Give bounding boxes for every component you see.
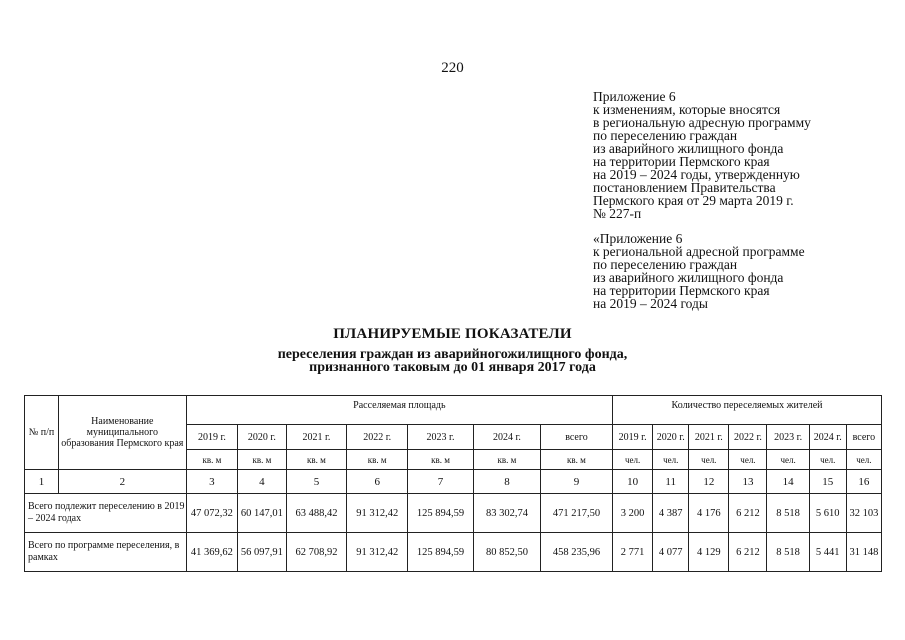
area-value-cell: 125 894,59 <box>408 533 474 572</box>
area-value-cell: 471 217,50 <box>540 494 612 533</box>
table-row <box>25 494 882 533</box>
column-number: 14 <box>767 470 809 494</box>
residents-value-cell: 2 771 <box>613 533 653 572</box>
area-unit-label: кв. м <box>408 450 474 470</box>
appendix-line: Приложение 6 <box>593 89 676 104</box>
area-year-header: 2023 г. <box>408 425 474 450</box>
area-unit-label: кв. м <box>347 450 408 470</box>
residents-value-cell: 6 212 <box>729 494 767 533</box>
residents-unit-label: чел. <box>653 450 689 470</box>
area-year-header: 2024 г. <box>473 425 540 450</box>
appendix-line: на 2019 – 2024 годы, утвержденную <box>593 167 800 182</box>
area-value-cell: 91 312,42 <box>347 494 408 533</box>
row-municipality-name: Всего подлежит переселению в 2019 – 2024 годах <box>25 494 187 533</box>
appendix-line: из аварийного жилищного фонда <box>593 270 784 285</box>
area-value-cell: 63 488,42 <box>286 494 347 533</box>
page-number: 220 <box>441 60 464 76</box>
column-number: 16 <box>846 470 881 494</box>
appendix-line: на 2019 – 2024 годы <box>593 296 708 311</box>
residents-year-header: 2021 г. <box>689 425 729 450</box>
residents-value-cell: 32 103 <box>846 494 881 533</box>
document-title: ПЛАНИРУЕМЫЕ ПОКАЗАТЕЛИ <box>333 326 572 342</box>
column-number: 2 <box>58 470 186 494</box>
column-number: 6 <box>347 470 408 494</box>
residents-value-cell: 5 610 <box>809 494 846 533</box>
column-number: 3 <box>186 470 237 494</box>
residents-total-header: всего <box>846 425 881 450</box>
area-value-cell: 83 302,74 <box>473 494 540 533</box>
residents-value-cell: 3 200 <box>613 494 653 533</box>
appendix-line: Пермского края от 29 марта 2019 г. <box>593 193 794 208</box>
residents-year-header: 2024 г. <box>809 425 846 450</box>
indicators-table <box>24 395 882 572</box>
residents-unit-label: чел. <box>846 450 881 470</box>
appendix-line: № 227-п <box>593 206 642 221</box>
column-number: 5 <box>286 470 347 494</box>
residents-value-cell: 4 176 <box>689 494 729 533</box>
appendix-line: в региональную адресную программу <box>593 115 811 130</box>
residents-year-header: 2022 г. <box>729 425 767 450</box>
row-municipality-name: Всего по программе переселения, в рамках <box>25 533 187 572</box>
column-number: 1 <box>25 470 59 494</box>
column-number: 10 <box>613 470 653 494</box>
appendix-line: из аварийного жилищного фонда <box>593 141 784 156</box>
area-value-cell: 47 072,32 <box>186 494 237 533</box>
residents-unit-label: чел. <box>767 450 809 470</box>
residents-unit-label: чел. <box>729 450 767 470</box>
appendix-line: «Приложение 6 <box>593 231 683 246</box>
column-number: 12 <box>689 470 729 494</box>
appendix-line: к изменениям, которые вносятся <box>593 102 781 117</box>
appendix-line: постановлением Правительства <box>593 180 776 195</box>
residents-value-cell: 31 148 <box>846 533 881 572</box>
area-value-cell: 41 369,62 <box>186 533 237 572</box>
residents-value-cell: 8 518 <box>767 494 809 533</box>
residents-year-header: 2023 г. <box>767 425 809 450</box>
area-year-header: 2020 г. <box>238 425 286 450</box>
column-header-number: № п/п <box>25 396 59 470</box>
column-number: 4 <box>238 470 286 494</box>
appendix-line: на территории Пермского края <box>593 154 770 169</box>
group-header-area: Расселяемая площадь <box>186 396 612 425</box>
column-number: 8 <box>473 470 540 494</box>
area-total-header: всего <box>540 425 612 450</box>
residents-value-cell: 5 441 <box>809 533 846 572</box>
residents-value-cell: 4 129 <box>689 533 729 572</box>
residents-year-header: 2020 г. <box>653 425 689 450</box>
column-number-row <box>25 470 882 494</box>
area-value-cell: 125 894,59 <box>408 494 474 533</box>
group-header-residents: Количество переселяемых жителей <box>613 396 882 425</box>
appendix-amendment-block <box>593 90 893 220</box>
column-number: 7 <box>408 470 474 494</box>
area-unit-label: кв. м <box>540 450 612 470</box>
subtitle-line: признанного таковым до 01 января 2017 года <box>309 360 596 375</box>
area-unit-label: кв. м <box>238 450 286 470</box>
area-unit-label: кв. м <box>473 450 540 470</box>
area-unit-label: кв. м <box>186 450 237 470</box>
table-row <box>25 533 882 572</box>
area-year-header: 2022 г. <box>347 425 408 450</box>
column-number: 13 <box>729 470 767 494</box>
residents-year-header: 2019 г. <box>613 425 653 450</box>
residents-value-cell: 4 077 <box>653 533 689 572</box>
column-number: 15 <box>809 470 846 494</box>
area-unit-label: кв. м <box>286 450 347 470</box>
area-value-cell: 60 147,01 <box>238 494 286 533</box>
area-value-cell: 91 312,42 <box>347 533 408 572</box>
appendix-line: по переселению граждан <box>593 257 738 272</box>
area-value-cell: 62 708,92 <box>286 533 347 572</box>
document-subtitle <box>0 348 905 374</box>
subtitle-line: переселения граждан из аварийногожилищного фонда, <box>277 347 628 362</box>
appendix-program-block <box>593 232 893 310</box>
residents-unit-label: чел. <box>613 450 653 470</box>
residents-value-cell: 8 518 <box>767 533 809 572</box>
area-year-header: 2019 г. <box>186 425 237 450</box>
residents-unit-label: чел. <box>809 450 846 470</box>
column-header-municipality: Наименование муниципального образования Пермского края <box>58 396 186 470</box>
column-number: 9 <box>540 470 612 494</box>
column-number: 11 <box>653 470 689 494</box>
appendix-line: по переселению граждан <box>593 128 738 143</box>
area-year-header: 2021 г. <box>286 425 347 450</box>
appendix-line: к региональной адресной программе <box>593 244 805 259</box>
residents-value-cell: 6 212 <box>729 533 767 572</box>
area-value-cell: 56 097,91 <box>238 533 286 572</box>
area-value-cell: 458 235,96 <box>540 533 612 572</box>
appendix-line: на территории Пермского края <box>593 283 770 298</box>
residents-unit-label: чел. <box>689 450 729 470</box>
residents-value-cell: 4 387 <box>653 494 689 533</box>
area-value-cell: 80 852,50 <box>473 533 540 572</box>
